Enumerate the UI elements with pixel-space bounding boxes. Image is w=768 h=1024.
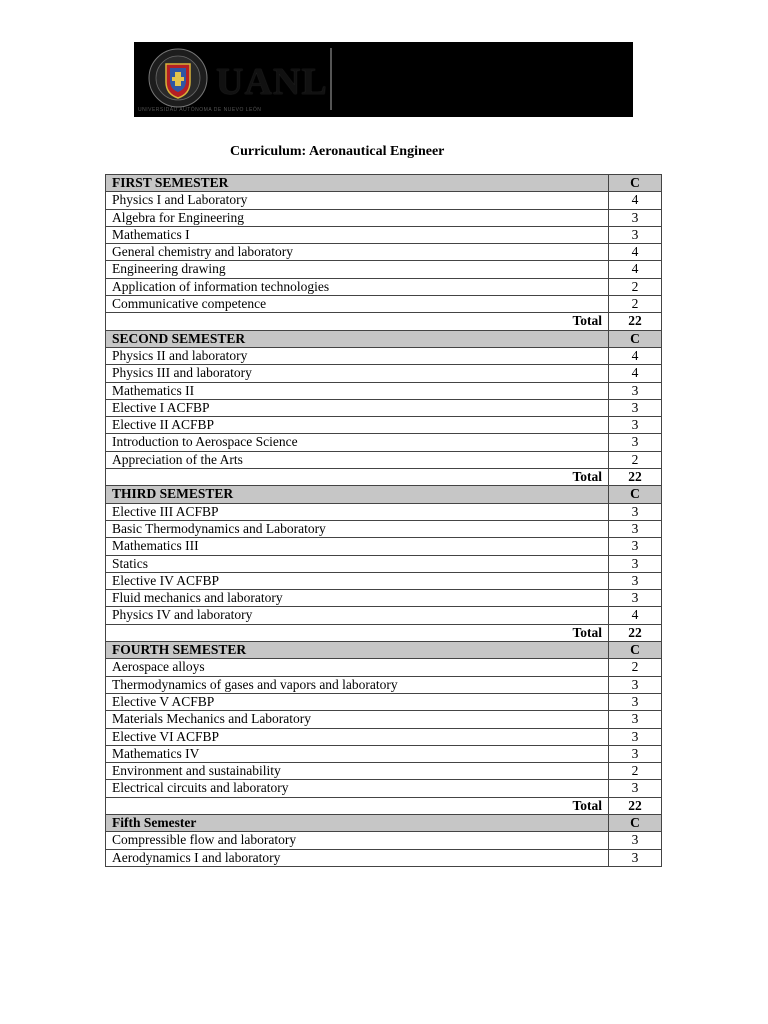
course-row (106, 590, 662, 607)
course-name: Elective IV ACFBP (106, 572, 609, 589)
course-credits: 2 (609, 296, 662, 313)
course-credits: 4 (609, 244, 662, 261)
total-label: Total (106, 624, 609, 641)
course-name: Elective III ACFBP (106, 503, 609, 520)
course-row (106, 538, 662, 555)
curriculum-table (105, 174, 662, 867)
course-credits: 3 (609, 520, 662, 537)
course-name: Mathematics II (106, 382, 609, 399)
credits-column-header: C (609, 814, 662, 831)
course-name: Elective I ACFBP (106, 399, 609, 416)
course-name: Appreciation of the Arts (106, 451, 609, 468)
course-credits: 3 (609, 745, 662, 762)
course-name: Physics III and laboratory (106, 365, 609, 382)
course-credits: 3 (609, 693, 662, 710)
course-row (106, 728, 662, 745)
course-credits: 3 (609, 399, 662, 416)
semester-header-row (106, 814, 662, 831)
course-credits: 3 (609, 849, 662, 866)
course-row (106, 572, 662, 589)
course-row (106, 763, 662, 780)
course-name: Compressible flow and laboratory (106, 832, 609, 849)
course-row (106, 659, 662, 676)
course-name: Materials Mechanics and Laboratory (106, 711, 609, 728)
total-credits: 22 (609, 313, 662, 330)
course-row (106, 434, 662, 451)
semester-total-row (106, 469, 662, 486)
course-credits: 3 (609, 209, 662, 226)
semester-header-row (106, 330, 662, 347)
course-name: Thermodynamics of gases and vapors and laboratory (106, 676, 609, 693)
course-name: Algebra for Engineering (106, 209, 609, 226)
course-name: Aerospace alloys (106, 659, 609, 676)
course-credits: 3 (609, 590, 662, 607)
semester-total-row (106, 313, 662, 330)
logo-subtext: UNIVERSIDAD AUTÓNOMA DE NUEVO LEÓN (138, 107, 262, 113)
course-credits: 2 (609, 278, 662, 295)
course-name: Introduction to Aerospace Science (106, 434, 609, 451)
course-credits: 3 (609, 382, 662, 399)
credits-column-header: C (609, 330, 662, 347)
course-credits: 3 (609, 728, 662, 745)
course-name: Physics IV and laboratory (106, 607, 609, 624)
course-name: Basic Thermodynamics and Laboratory (106, 520, 609, 537)
course-credits: 3 (609, 417, 662, 434)
course-credits: 3 (609, 555, 662, 572)
course-name: Mathematics III (106, 538, 609, 555)
course-name: Environment and sustainability (106, 763, 609, 780)
banner-divider (330, 48, 332, 110)
semester-title: Fifth Semester (106, 814, 609, 831)
course-credits: 2 (609, 659, 662, 676)
course-name: Statics (106, 555, 609, 572)
semester-title: THIRD SEMESTER (106, 486, 609, 503)
course-credits: 4 (609, 365, 662, 382)
page-title: Curriculum: Aeronautical Engineer (230, 144, 445, 159)
course-name: General chemistry and laboratory (106, 244, 609, 261)
course-name: Physics II and laboratory (106, 347, 609, 364)
course-row (106, 244, 662, 261)
total-label: Total (106, 313, 609, 330)
course-row (106, 745, 662, 762)
course-credits: 4 (609, 347, 662, 364)
semester-title: FIRST SEMESTER (106, 175, 609, 192)
semester-header-row (106, 175, 662, 192)
course-row (106, 399, 662, 416)
total-credits: 22 (609, 624, 662, 641)
course-row (106, 296, 662, 313)
course-credits: 4 (609, 607, 662, 624)
course-row (106, 555, 662, 572)
course-row (106, 607, 662, 624)
course-name: Mathematics I (106, 226, 609, 243)
course-name: Elective II ACFBP (106, 417, 609, 434)
course-name: Fluid mechanics and laboratory (106, 590, 609, 607)
course-name: Application of information technologies (106, 278, 609, 295)
university-seal-icon (148, 48, 208, 108)
course-credits: 2 (609, 763, 662, 780)
logo-text: UANL (216, 61, 328, 103)
course-row (106, 417, 662, 434)
total-credits: 22 (609, 797, 662, 814)
semester-header-row (106, 486, 662, 503)
total-credits: 22 (609, 469, 662, 486)
semester-total-row (106, 624, 662, 641)
course-row (106, 226, 662, 243)
credits-column-header: C (609, 175, 662, 192)
course-credits: 2 (609, 451, 662, 468)
course-row (106, 676, 662, 693)
course-row (106, 711, 662, 728)
course-row (106, 278, 662, 295)
course-name: Communicative competence (106, 296, 609, 313)
course-credits: 4 (609, 192, 662, 209)
semester-title: SECOND SEMESTER (106, 330, 609, 347)
semester-title: FOURTH SEMESTER (106, 642, 609, 659)
course-name: Elective VI ACFBP (106, 728, 609, 745)
course-row (106, 693, 662, 710)
course-name: Physics I and Laboratory (106, 192, 609, 209)
course-credits: 3 (609, 780, 662, 797)
course-row (106, 261, 662, 278)
semester-header-row (106, 642, 662, 659)
course-row (106, 520, 662, 537)
course-credits: 3 (609, 434, 662, 451)
total-label: Total (106, 469, 609, 486)
total-label: Total (106, 797, 609, 814)
course-credits: 4 (609, 261, 662, 278)
course-name: Aerodynamics I and laboratory (106, 849, 609, 866)
course-credits: 3 (609, 676, 662, 693)
course-row (106, 849, 662, 866)
course-row (106, 451, 662, 468)
course-row (106, 347, 662, 364)
credits-column-header: C (609, 642, 662, 659)
course-row (106, 192, 662, 209)
course-credits: 3 (609, 832, 662, 849)
course-credits: 3 (609, 711, 662, 728)
course-row (106, 365, 662, 382)
course-row (106, 780, 662, 797)
course-row (106, 832, 662, 849)
semester-total-row (106, 797, 662, 814)
course-credits: 3 (609, 503, 662, 520)
course-name: Electrical circuits and laboratory (106, 780, 609, 797)
course-name: Mathematics IV (106, 745, 609, 762)
credits-column-header: C (609, 486, 662, 503)
course-credits: 3 (609, 572, 662, 589)
course-credits: 3 (609, 538, 662, 555)
course-name: Engineering drawing (106, 261, 609, 278)
course-row (106, 382, 662, 399)
header-banner (134, 42, 633, 117)
course-row (106, 503, 662, 520)
course-name: Elective V ACFBP (106, 693, 609, 710)
course-credits: 3 (609, 226, 662, 243)
course-row (106, 209, 662, 226)
